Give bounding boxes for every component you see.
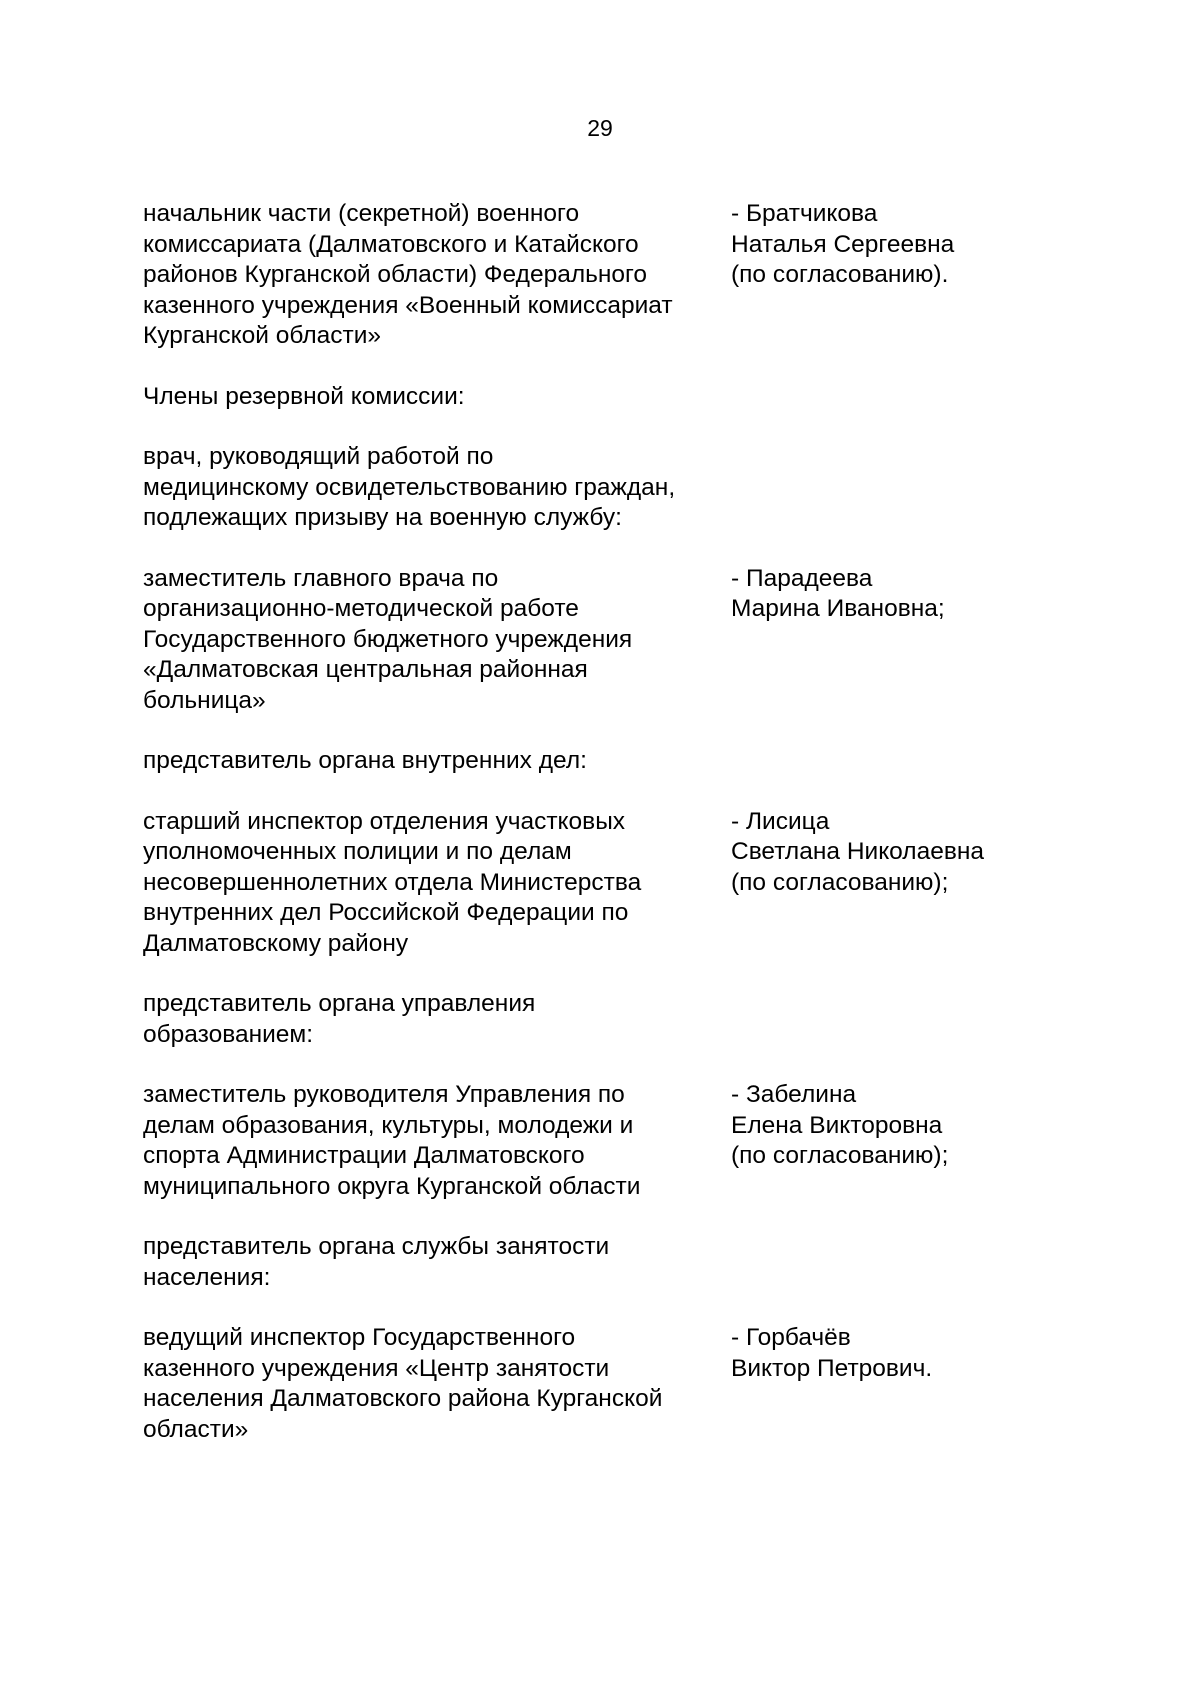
list-row <box>143 1080 1043 1202</box>
list-row <box>143 807 1043 960</box>
role-heading: врач, руководящий работой по медицинскому освидетельствованию граждан, подлежащих призыву на военную службу: <box>143 443 676 531</box>
role-heading: представитель органа управления образованием: <box>143 990 536 1048</box>
person-name: - Забелина Елена Викторовна (по согласованию); <box>731 1081 949 1169</box>
list-row <box>143 989 1043 1050</box>
position-text: старший инспектор отделения участковых уполномоченных полиции и по делам несовершеннолетних отдела Министерства внутренних дел Российской Федерации по Далматовскому району <box>143 807 642 957</box>
role-heading: представитель органа внутренних дел: <box>143 747 587 774</box>
page-number: 29 <box>587 115 613 141</box>
list-row <box>143 442 1043 534</box>
position-text: заместитель главного врача по организационно-методической работе Государственного бюджетного учреждения «Далматовская центральная районная больница» <box>143 564 633 714</box>
role-heading: представитель органа службы занятости населения: <box>143 1233 610 1291</box>
list-row <box>143 564 1043 717</box>
person-name: - Горбачёв Виктор Петрович. <box>731 1324 933 1382</box>
position-text: начальник части (секретной) военного комиссариата (Далматовского и Катайского районов Курганской области) Федерального казенного учреждения «Военный комиссариат Курганской области» <box>143 200 673 349</box>
person-name: - Парадеева Марина Ивановна; <box>731 564 945 622</box>
list-row <box>143 199 1043 352</box>
section-heading: Члены резервной комиссии: <box>143 382 465 410</box>
position-text: ведущий инспектор Государственного казенного учреждения «Центр занятости населения Далматовского района Курганской области» <box>143 1324 663 1443</box>
commission-list <box>143 199 1043 1475</box>
person-name: - Братчикова Наталья Сергеевна (по согласованию). <box>731 200 955 288</box>
person-name: - Лисица Светлана Николаевна (по согласованию); <box>731 807 984 896</box>
list-row <box>143 1323 1043 1445</box>
position-text: заместитель руководителя Управления по делам образования, культуры, молодежи и спорта Администрации Далматовского муниципального округа Курганской области <box>143 1081 641 1200</box>
list-row <box>143 382 1043 413</box>
list-row <box>143 746 1043 777</box>
list-row <box>143 1232 1043 1293</box>
